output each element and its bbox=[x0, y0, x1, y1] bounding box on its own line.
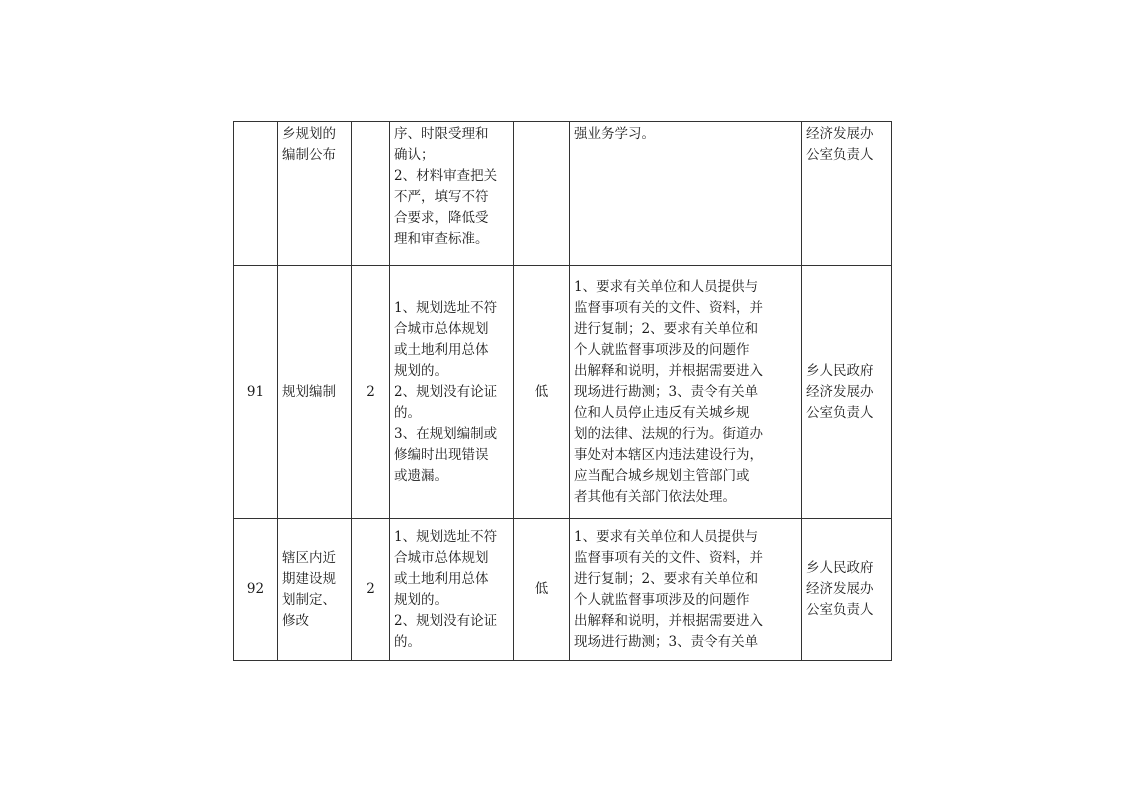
seq-cell: 91 bbox=[234, 266, 278, 519]
owner-cell: 乡人民政府 经济发展办 公室负责人 bbox=[802, 519, 892, 661]
risk-cell: 1、规划选址不符 合城市总体规划 或土地利用总体 规划的。 2、规划没有论证 的。 bbox=[390, 519, 514, 661]
level-cell bbox=[352, 122, 390, 266]
level-cell: 2 bbox=[352, 266, 390, 519]
item-cell: 辖区内近 期建设规 划制定、 修改 bbox=[278, 519, 352, 661]
owner-cell: 经济发展办 公室负责人 bbox=[802, 122, 892, 266]
risk-table bbox=[233, 121, 892, 661]
grade-cell: 低 bbox=[514, 266, 570, 519]
level-cell: 2 bbox=[352, 519, 390, 661]
risk-cell: 1、规划选址不符 合城市总体规划 或土地利用总体 规划的。 2、规划没有论证 的。 3、在规划编制或 修编时出现错误 或遗漏。 bbox=[390, 266, 514, 519]
table-row bbox=[234, 266, 892, 519]
item-cell: 乡规划的 编制公布 bbox=[278, 122, 352, 266]
seq-cell bbox=[234, 122, 278, 266]
table-row bbox=[234, 519, 892, 661]
seq-cell: 92 bbox=[234, 519, 278, 661]
measure-cell: 强业务学习。 bbox=[570, 122, 802, 266]
table-row bbox=[234, 122, 892, 266]
risk-cell: 序、时限受理和 确认； 2、材料审查把关 不严，填写不符 合要求，降低受 理和审查标准。 bbox=[390, 122, 514, 266]
grade-cell: 低 bbox=[514, 519, 570, 661]
measure-cell: 1、要求有关单位和人员提供与 监督事项有关的文件、资料，并 进行复制；2、要求有关单位和 个人就监督事项涉及的问题作 出解释和说明，并根据需要进入 现场进行勘测；3、责令有关单 bbox=[570, 519, 802, 661]
owner-cell: 乡人民政府 经济发展办 公室负责人 bbox=[802, 266, 892, 519]
grade-cell bbox=[514, 122, 570, 266]
measure-cell: 1、要求有关单位和人员提供与 监督事项有关的文件、资料，并 进行复制；2、要求有关单位和 个人就监督事项涉及的问题作 出解释和说明，并根据需要进入 现场进行勘测；3、责令有关单 位和人员停止违反有关城乡规 划的法律、法规的行为。街道办 事处对本辖区内违法建设行为， 应当配合城乡规划主管部门或 者其他有关部门依法处理。 bbox=[570, 266, 802, 519]
item-cell: 规划编制 bbox=[278, 266, 352, 519]
